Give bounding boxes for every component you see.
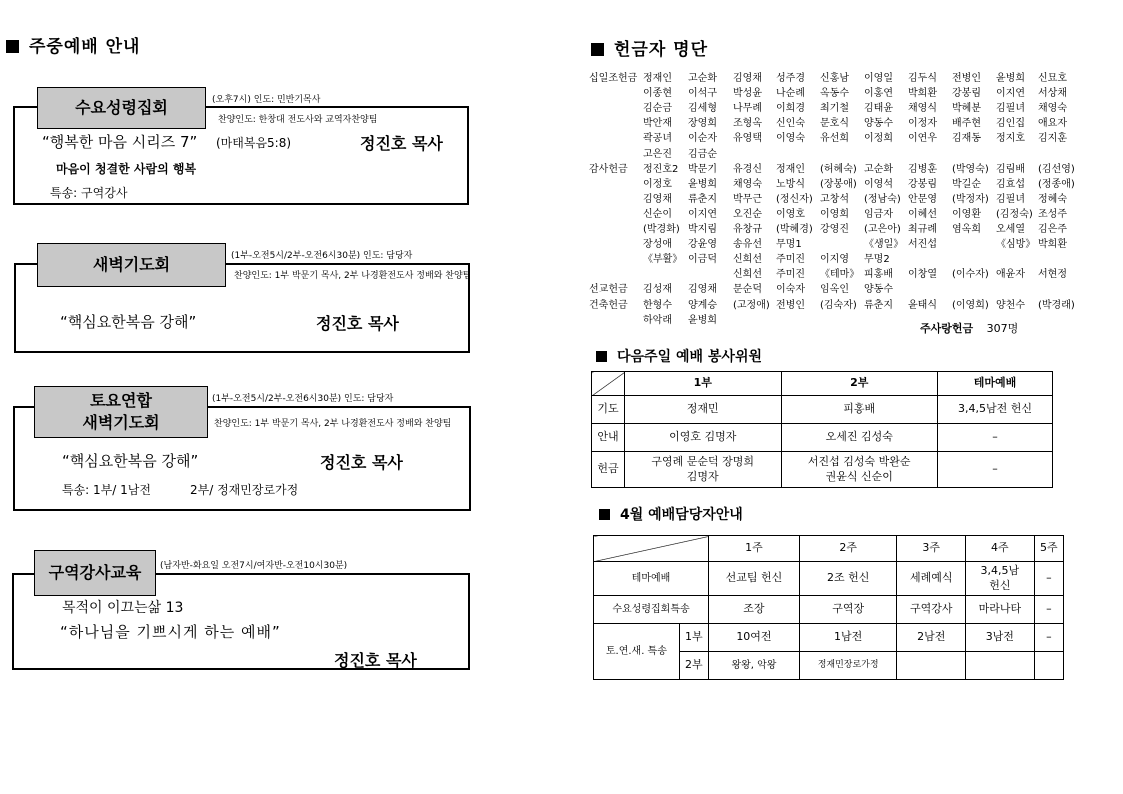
table-cell: 마라나타 <box>966 596 1035 624</box>
offering-name: 박지림 <box>688 224 717 235</box>
offering-name: 김지훈 <box>1038 133 1067 145</box>
table-corner <box>594 536 709 562</box>
offering-name: (정신자) <box>776 193 813 205</box>
offering-name: 채영숙 <box>733 178 762 190</box>
weekday-worship-title: 주중예배 안내 <box>6 32 140 57</box>
offering-name: 오진순 <box>733 208 762 220</box>
offering-name: 《테마》 <box>820 269 860 281</box>
saturday-time: (1부-오전5시/2부-오전6시30분) 인도: 담당자 <box>212 394 394 404</box>
table-cell: 오세진 김성숙 <box>781 424 938 452</box>
offering-name: 나순례 <box>776 88 805 100</box>
table-cell: 조장 <box>709 596 800 624</box>
offering-name: 고순화 <box>688 73 717 84</box>
offering-name: 신인숙 <box>776 118 805 130</box>
square-bullet-icon <box>599 509 610 520</box>
offering-name: 김성재 <box>643 284 672 296</box>
offering-name: 강윤영 <box>688 239 717 251</box>
table-cell: 선교팀 헌신 <box>709 562 800 596</box>
row-label: 기도 <box>592 396 625 424</box>
wednesday-subtitle: 마음이 청결한 사람의 행복 <box>56 162 197 176</box>
cell-leader-preacher: 정진호 목사 <box>334 651 417 670</box>
offering-name: 박안재 <box>643 118 672 130</box>
offering-name: 장성애 <box>643 239 672 251</box>
offering-name: 양동수 <box>864 284 893 296</box>
table-header: 3주 <box>897 536 966 562</box>
offering-name: 나무례 <box>733 103 762 115</box>
table-cell: – <box>938 452 1053 488</box>
offering-name: 양천수 <box>996 299 1025 311</box>
square-bullet-icon <box>596 351 607 362</box>
offering-name: 주미진 <box>776 269 805 281</box>
row-label: 헌금 <box>592 452 625 488</box>
offering-name: 이정자 <box>908 118 937 130</box>
offering-name: 이희경 <box>776 103 805 115</box>
offering-name: 애윤자 <box>996 269 1025 281</box>
offering-name: 염옥희 <box>952 224 981 235</box>
offering-name: 유영택 <box>733 133 762 145</box>
total-offering: 주사랑헌금 307명 <box>920 322 1019 335</box>
offering-name: 이연우 <box>908 133 937 145</box>
offering-name: 이혜선 <box>908 208 937 220</box>
offering-name: 유창규 <box>733 224 762 235</box>
offering-name: 이금덕 <box>688 254 717 266</box>
cell-leader-sermon: “하나님을 기쁘시게 하는 예배” <box>60 623 281 641</box>
offering-name: 피홍배 <box>864 269 893 281</box>
offering-name: 채영숙 <box>1038 103 1067 115</box>
offering-name: 신순이 <box>643 208 672 220</box>
offering-name: 김필녀 <box>996 103 1025 115</box>
offering-name: 옥동수 <box>820 88 849 100</box>
table-header: 4주 <box>966 536 1035 562</box>
offering-name: 김두식 <box>908 73 937 84</box>
table-cell: 세례예식 <box>897 562 966 596</box>
cell-leader-purpose: 목적이 이끄는삶 13 <box>62 600 184 616</box>
offering-name: (정종애) <box>1038 178 1075 190</box>
offering-name: 윤태식 <box>908 299 937 311</box>
offering-name: 전병인 <box>776 299 805 311</box>
table-cell: 구역강사 <box>897 596 966 624</box>
offering-name: 오세열 <box>996 224 1025 235</box>
offering-name: 박혜분 <box>952 103 981 115</box>
table-header: 1부 <box>625 372 782 396</box>
offering-name: 김금순 <box>688 148 717 160</box>
table-cell: 3,4,5남전 헌신 <box>938 396 1053 424</box>
table-cell: – <box>938 424 1053 452</box>
offering-name: (허혜숙) <box>820 163 857 175</box>
offering-name: 신홍남 <box>820 73 849 84</box>
offering-name: 박희환 <box>1038 239 1067 251</box>
offering-name: 김은주 <box>1038 224 1067 235</box>
row-label: 토.연.새. 특송 <box>594 624 680 680</box>
saturday-prayer-tab: 토요연합 새벽기도회 <box>34 386 208 438</box>
table-cell: 3남전 <box>966 624 1035 652</box>
offering-name: 서상채 <box>1038 88 1067 100</box>
offering-name: (김선영) <box>1038 163 1075 175</box>
wednesday-preacher: 정진호 목사 <box>360 134 443 153</box>
saturday-special-2: 2부/ 정재민장로가정 <box>190 483 299 497</box>
offering-name: 조형옥 <box>733 118 762 130</box>
offering-name: 김필녀 <box>996 193 1025 205</box>
offering-name: (고정애) <box>733 299 770 311</box>
offering-name: 강영진 <box>820 224 849 235</box>
offering-name: 이순자 <box>688 133 717 145</box>
offering-name: (김정숙) <box>996 208 1033 220</box>
offering-name: 이석구 <box>688 88 717 100</box>
row-label: 안내 <box>592 424 625 452</box>
dawn-time: (1부-오전5시/2부-오전6시30분) 인도: 담당자 <box>231 251 413 261</box>
offering-name: 이정희 <box>864 133 893 145</box>
offering-name: 장영희 <box>688 118 717 130</box>
table-cell: 3,4,5남 헌신 <box>966 562 1035 596</box>
offering-name: (박영숙) <box>952 163 989 175</box>
table-cell: 서진섭 김성숙 박완순 권윤식 신순이 <box>781 452 938 488</box>
table-cell <box>897 652 966 680</box>
offering-name: 박희환 <box>908 88 937 100</box>
table-cell: 1남전 <box>799 624 897 652</box>
offering-name: 이지연 <box>688 208 717 220</box>
table-cell: 왕왕, 악왕 <box>709 652 800 680</box>
offering-name: 채영식 <box>908 103 937 115</box>
offering-name: 이영희 <box>820 208 849 220</box>
offering-name: 최기철 <box>820 103 849 115</box>
row-label: 수요성령집회특송 <box>594 596 709 624</box>
offering-name: (박정자) <box>952 193 989 205</box>
offering-name: 이지연 <box>996 88 1025 100</box>
offering-name: 무명1 <box>776 239 802 251</box>
offering-name: 김영채 <box>688 284 717 296</box>
offering-name: 김병훈 <box>908 163 937 175</box>
table-header: 2주 <box>799 536 897 562</box>
april-schedule-table <box>593 535 1064 680</box>
offering-name: 《생일》 <box>864 239 904 251</box>
offering-name: 이창열 <box>908 269 937 281</box>
offering-name: 곽공녀 <box>643 133 672 145</box>
offering-name: (고은아) <box>864 224 901 235</box>
offering-name: 배주현 <box>952 118 981 130</box>
offering-name: 윤병희 <box>996 73 1025 84</box>
offering-name: 하악래 <box>643 314 672 326</box>
offering-name: 최규례 <box>908 224 937 235</box>
table-cell: 10여전 <box>709 624 800 652</box>
table-cell: 이영호 김명자 <box>625 424 782 452</box>
table-cell: 정재민 <box>625 396 782 424</box>
offering-name: (장봉애) <box>820 178 857 190</box>
offering-name: 고은진 <box>643 148 672 160</box>
offering-name: 양계승 <box>688 299 717 311</box>
offering-name: 박문기 <box>688 163 717 175</box>
offering-category: 건축헌금 <box>589 299 628 311</box>
offering-name: 정재인 <box>643 73 672 84</box>
table-corner <box>592 372 625 396</box>
offering-name: 김영채 <box>733 73 762 84</box>
offering-name: 김림배 <box>996 163 1025 175</box>
offering-name: 박성윤 <box>733 88 762 100</box>
offering-name: 유경신 <box>733 163 762 175</box>
offering-name: 안문영 <box>908 193 937 205</box>
wednesday-time: (오후7시) 인도: 민반기목사 <box>212 95 321 105</box>
offering-name: 류춘지 <box>864 299 893 311</box>
offering-name: 김재동 <box>952 133 981 145</box>
offering-name: 이숙자 <box>776 284 805 296</box>
next-week-table <box>591 371 1053 488</box>
offering-name: (정남숙) <box>864 193 901 205</box>
next-week-title: 다음주일 예배 봉사위원 <box>596 346 762 366</box>
offering-category: 감사헌금 <box>589 163 628 175</box>
offering-name: 이영숙 <box>776 133 805 145</box>
dawn-sermon-title: “핵심요한복음 강해” <box>60 313 197 331</box>
offering-name: 김효섭 <box>996 178 1025 190</box>
offering-name: 김세형 <box>688 103 717 115</box>
saturday-sermon-title: “핵심요한복음 강해” <box>62 452 199 470</box>
offering-name: 정진호2 <box>643 163 679 175</box>
table-cell: – <box>1034 596 1063 624</box>
offering-name: (김숙자) <box>820 299 857 311</box>
saturday-preacher: 정진호 목사 <box>320 453 403 472</box>
offering-name: (이수자) <box>952 269 989 281</box>
wednesday-choir: 찬양인도: 한창대 전도사와 교역자찬양팀 <box>218 115 378 125</box>
offering-name: 강봉림 <box>952 88 981 100</box>
offering-name: 노방식 <box>776 178 805 190</box>
offering-name: 이정호 <box>643 178 672 190</box>
wednesday-service-tab: 수요성령집회 <box>37 87 206 129</box>
table-cell: 정재민장로가정 <box>799 652 897 680</box>
offering-name: 송유선 <box>733 239 762 251</box>
row-label: 테마예배 <box>594 562 709 596</box>
offering-name: 정지호 <box>996 133 1025 145</box>
cell-leader-tab: 구역강사교육 <box>34 550 156 596</box>
table-header: 2부 <box>781 372 938 396</box>
table-cell: 구역장 <box>799 596 897 624</box>
saturday-special-1: 특송: 1부/ 1남전 <box>62 483 151 497</box>
offering-name: 이영호 <box>776 208 805 220</box>
offering-name: 고순화 <box>864 163 893 175</box>
table-header: 1주 <box>709 536 800 562</box>
offering-category: 십일조헌금 <box>589 73 638 84</box>
offering-name: 이영석 <box>864 178 893 190</box>
offering-name: 신희선 <box>733 254 762 266</box>
offering-name: 문순덕 <box>733 284 762 296</box>
offering-name: 김인집 <box>996 118 1025 130</box>
april-schedule-title: 4월 예배담당자안내 <box>599 504 743 524</box>
offering-name: 조성주 <box>1038 208 1067 220</box>
offering-name: (박경화) <box>643 224 680 235</box>
offering-name: 양동수 <box>864 118 893 130</box>
offering-name: 이영환 <box>952 208 981 220</box>
row-sublabel: 1부 <box>679 624 708 652</box>
offering-name: 무명2 <box>864 254 890 266</box>
wednesday-special-song: 특송: 구역강사 <box>50 186 128 200</box>
wednesday-sermon-title: “행복한 마음 시리즈 7” <box>42 133 198 151</box>
offering-name: 이지영 <box>820 254 849 266</box>
offering-category: 선교헌금 <box>589 284 628 296</box>
offering-name: 박길순 <box>952 178 981 190</box>
offering-name: 정재인 <box>776 163 805 175</box>
offering-name: 고창석 <box>820 193 849 205</box>
row-sublabel: 2부 <box>679 652 708 680</box>
cell-leader-time: (남자반-화요일 오전7시/여자반-오전10시30분) <box>160 561 348 571</box>
offering-name: 전병인 <box>952 73 981 84</box>
offering-name: 성주경 <box>776 73 805 84</box>
offering-name: 애요자 <box>1038 118 1067 130</box>
offering-name: (박경래) <box>1038 299 1075 311</box>
offering-name: 이종현 <box>643 88 672 100</box>
offering-name: (박혜경) <box>776 224 813 235</box>
offering-name: 신희선 <box>733 269 762 281</box>
offering-name: (이영희) <box>952 299 989 311</box>
square-bullet-icon <box>591 43 604 56</box>
offering-name: 정혜숙 <box>1038 193 1067 205</box>
offering-name: 박무근 <box>733 193 762 205</box>
table-cell: 피홍배 <box>781 396 938 424</box>
offering-name: 김순금 <box>643 103 672 115</box>
square-bullet-icon <box>6 40 19 53</box>
offering-name: 한형수 <box>643 299 672 311</box>
table-header: 테마예배 <box>938 372 1053 396</box>
offering-name: 《심방》 <box>996 239 1036 251</box>
offering-name: 서진섭 <box>908 239 937 251</box>
wednesday-scripture: (마태복음5:8) <box>216 136 292 150</box>
dawn-prayer-tab: 새벽기도회 <box>37 243 226 287</box>
offering-name: 주미진 <box>776 254 805 266</box>
offering-name: 임금자 <box>864 208 893 220</box>
table-cell: – <box>1034 562 1063 596</box>
offering-name: 신묘호 <box>1038 73 1067 84</box>
offering-name: 문호식 <box>820 118 849 130</box>
table-header: 5주 <box>1034 536 1063 562</box>
table-cell <box>966 652 1035 680</box>
table-cell: 구영례 문순덕 장명희 김명자 <box>625 452 782 488</box>
offering-name: 이홍연 <box>864 88 893 100</box>
table-cell: – <box>1034 624 1063 652</box>
offering-list-title: 헌금자 명단 <box>591 35 708 60</box>
table-cell: 2조 헌신 <box>799 562 897 596</box>
saturday-choir: 찬양인도: 1부 박문기 목사, 2부 나경환전도사 정배와 찬양팀 <box>214 419 452 429</box>
offering-name: 서현정 <box>1038 269 1067 281</box>
offering-name: 유선희 <box>820 133 849 145</box>
table-cell: 2남전 <box>897 624 966 652</box>
dawn-choir: 찬양인도: 1부 박문기 목사, 2부 나경환전도사 정배와 찬양팀 <box>234 271 472 281</box>
offering-name: 김영채 <box>643 193 672 205</box>
offering-name: 《부활》 <box>643 254 683 266</box>
table-cell <box>1034 652 1063 680</box>
offering-name: 윤병희 <box>688 178 717 190</box>
offering-name: 류춘지 <box>688 193 717 205</box>
offering-name: 윤병희 <box>688 314 717 326</box>
offering-name: 김태윤 <box>864 103 893 115</box>
offering-name: 임옥인 <box>820 284 849 296</box>
dawn-preacher: 정진호 목사 <box>316 314 399 333</box>
offering-name: 강봉림 <box>908 178 937 190</box>
offering-name: 이영일 <box>864 73 893 84</box>
